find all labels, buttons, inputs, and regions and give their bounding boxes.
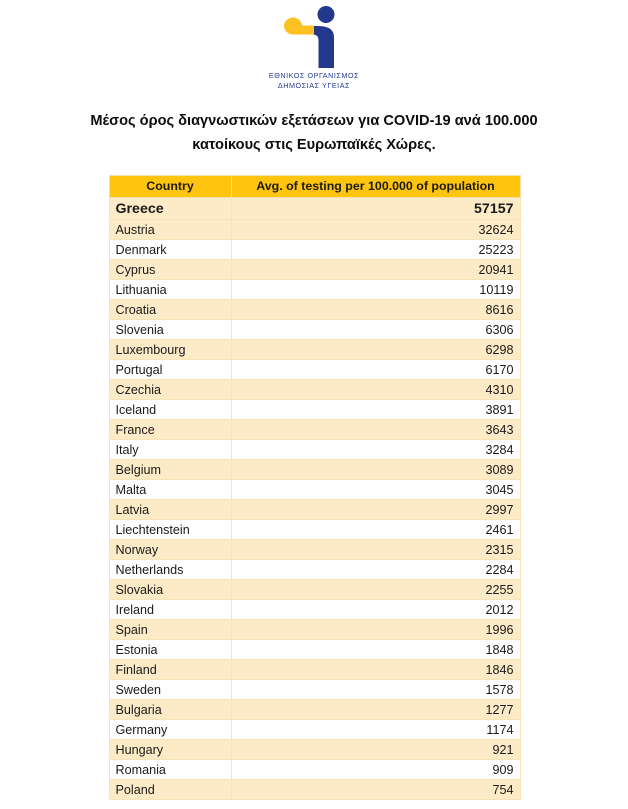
cell-value: 3891	[231, 400, 520, 420]
cell-value: 57157	[231, 198, 520, 220]
table-row	[109, 660, 520, 680]
table-row	[109, 500, 520, 520]
cell-value: 6306	[231, 320, 520, 340]
cell-value: 32624	[231, 220, 520, 240]
table-header-row	[109, 176, 520, 198]
cell-value: 1846	[231, 660, 520, 680]
cell-country: Portugal	[109, 360, 231, 380]
cell-value: 909	[231, 760, 520, 780]
cell-country: Lithuania	[109, 280, 231, 300]
cell-country: Estonia	[109, 640, 231, 660]
organization-name	[269, 71, 359, 91]
cell-country: Spain	[109, 620, 231, 640]
cell-country: Latvia	[109, 500, 231, 520]
cell-country: Belgium	[109, 460, 231, 480]
table-row	[109, 220, 520, 240]
table-row	[109, 600, 520, 620]
table-row	[109, 740, 520, 760]
cell-value: 8616	[231, 300, 520, 320]
table-row	[109, 480, 520, 500]
cell-value: 1277	[231, 700, 520, 720]
table-row	[109, 760, 520, 780]
table-row	[109, 380, 520, 400]
table-row	[109, 240, 520, 260]
cell-value: 1996	[231, 620, 520, 640]
cell-country: Malta	[109, 480, 231, 500]
table-row	[109, 720, 520, 740]
column-header-country: Country	[109, 176, 231, 198]
cell-country: Austria	[109, 220, 231, 240]
cell-country: Hungary	[109, 740, 231, 760]
table-row	[109, 300, 520, 320]
organization-name-line1: ΕΘΝΙΚΟΣ ΟΡΓΑΝΙΣΜΟΣ	[268, 71, 360, 80]
table-row	[109, 320, 520, 340]
testing-table-container	[109, 175, 520, 800]
cell-value: 3284	[231, 440, 520, 460]
cell-value: 2997	[231, 500, 520, 520]
cell-country: France	[109, 420, 231, 440]
cell-value: 921	[231, 740, 520, 760]
organization-name-line2: ΔΗΜΟΣΙΑΣ ΥΓΕΙΑΣ	[277, 81, 351, 90]
cell-country: Romania	[109, 760, 231, 780]
cell-value: 1174	[231, 720, 520, 740]
table-row	[109, 440, 520, 460]
table-row	[109, 360, 520, 380]
cell-value: 3045	[231, 480, 520, 500]
page-title-line2: κατοίκους στις Ευρωπαϊκές Χώρες.	[192, 137, 436, 153]
table-row	[109, 340, 520, 360]
table-row	[109, 400, 520, 420]
cell-country: Ireland	[109, 600, 231, 620]
cell-country: Bulgaria	[109, 700, 231, 720]
cell-value: 3089	[231, 460, 520, 480]
cell-value: 2315	[231, 540, 520, 560]
table-row	[109, 780, 520, 800]
table-row	[109, 280, 520, 300]
cell-country: Iceland	[109, 400, 231, 420]
cell-value: 4310	[231, 380, 520, 400]
cell-country: Finland	[109, 660, 231, 680]
cell-country: Denmark	[109, 240, 231, 260]
cell-value: 3643	[231, 420, 520, 440]
table-row	[109, 640, 520, 660]
table-row	[109, 580, 520, 600]
table-row	[109, 198, 520, 220]
cell-country: Luxembourg	[109, 340, 231, 360]
organization-logo-block	[0, 0, 628, 91]
eody-person-logo-icon	[271, 6, 357, 68]
cell-country: Sweden	[109, 680, 231, 700]
table-body	[109, 198, 520, 800]
cell-value: 754	[231, 780, 520, 800]
cell-value: 1848	[231, 640, 520, 660]
cell-country: Cyprus	[109, 260, 231, 280]
table-row	[109, 560, 520, 580]
cell-country: Germany	[109, 720, 231, 740]
column-header-value: Avg. of testing per 100.000 of population	[231, 176, 520, 198]
cell-value: 2284	[231, 560, 520, 580]
page-title	[64, 109, 564, 157]
cell-country: Slovakia	[109, 580, 231, 600]
cell-value: 6298	[231, 340, 520, 360]
cell-country: Croatia	[109, 300, 231, 320]
cell-country: Greece	[109, 198, 231, 220]
table-row	[109, 680, 520, 700]
table-row	[109, 260, 520, 280]
testing-table	[109, 175, 521, 800]
cell-value: 10119	[231, 280, 520, 300]
cell-country: Norway	[109, 540, 231, 560]
table-row	[109, 520, 520, 540]
table-header	[109, 176, 520, 198]
cell-value: 25223	[231, 240, 520, 260]
table-row	[109, 420, 520, 440]
cell-country: Italy	[109, 440, 231, 460]
cell-country: Czechia	[109, 380, 231, 400]
cell-value: 1578	[231, 680, 520, 700]
page-title-line1: Μέσος όρος διαγνωστικών εξετάσεων για COVID-19 ανά 100.000	[90, 113, 538, 129]
table-row	[109, 700, 520, 720]
cell-value: 2461	[231, 520, 520, 540]
table-row	[109, 620, 520, 640]
cell-country: Slovenia	[109, 320, 231, 340]
cell-country: Liechtenstein	[109, 520, 231, 540]
cell-value: 2255	[231, 580, 520, 600]
cell-value: 20941	[231, 260, 520, 280]
cell-value: 6170	[231, 360, 520, 380]
table-row	[109, 460, 520, 480]
cell-country: Netherlands	[109, 560, 231, 580]
cell-value: 2012	[231, 600, 520, 620]
table-row	[109, 540, 520, 560]
cell-country: Poland	[109, 780, 231, 800]
